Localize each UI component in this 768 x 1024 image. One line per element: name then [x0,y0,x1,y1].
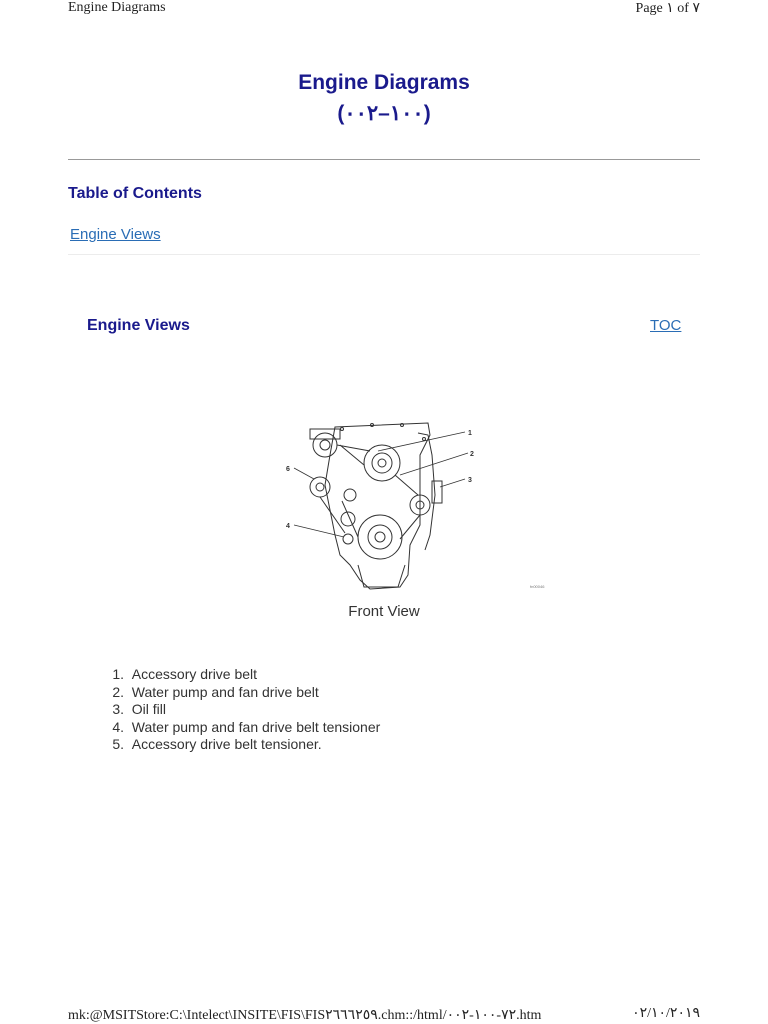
document-subtitle: (١٠٠–٠٠٢) [337,102,431,125]
callout-6: 6 [286,466,290,473]
list-item: 4. Water pump and fan drive belt tensioner [112,718,381,735]
document-title: Engine Diagrams [298,71,470,94]
list-item: 1. Accessory drive belt [112,666,258,682]
callout-3: 3 [468,477,472,484]
print-footer-source-path: mk:@MSITStore:C:\Intelect\INSITE\FIS\FIS٢٦٦٦٢٥٩.chm::/html/٧٢-١٠٠-٠٠٢.htm [68,1008,542,1023]
print-header-title: Engine Diagrams [68,0,166,15]
divider-toc [68,254,700,255]
figure-caption: Front View [348,603,420,620]
toc-heading: Table of Contents [68,185,202,202]
toc-link-engine-views[interactable]: Engine Views [70,226,161,243]
toc-back-link[interactable]: TOC [650,317,682,334]
parts-list [98,666,380,754]
section-title-engine-views: Engine Views [87,317,190,334]
list-item: 2. Water pump and fan drive belt [112,683,319,700]
print-footer-date: ٠٢/١٠/٢٠١٩ [632,1006,700,1021]
callout-4: 4 [286,523,290,530]
figure-code: fn00046 [530,584,545,589]
callout-2: 2 [470,451,474,458]
engine-front-view-diagram [280,415,550,595]
list-item: 5. Accessory drive belt tensioner. [112,736,322,752]
list-item: 3. Oil fill [112,701,167,717]
divider-top [68,159,700,160]
callout-1: 1 [468,430,472,437]
print-header-page-number: Page ١ of ٧ [635,1,700,16]
